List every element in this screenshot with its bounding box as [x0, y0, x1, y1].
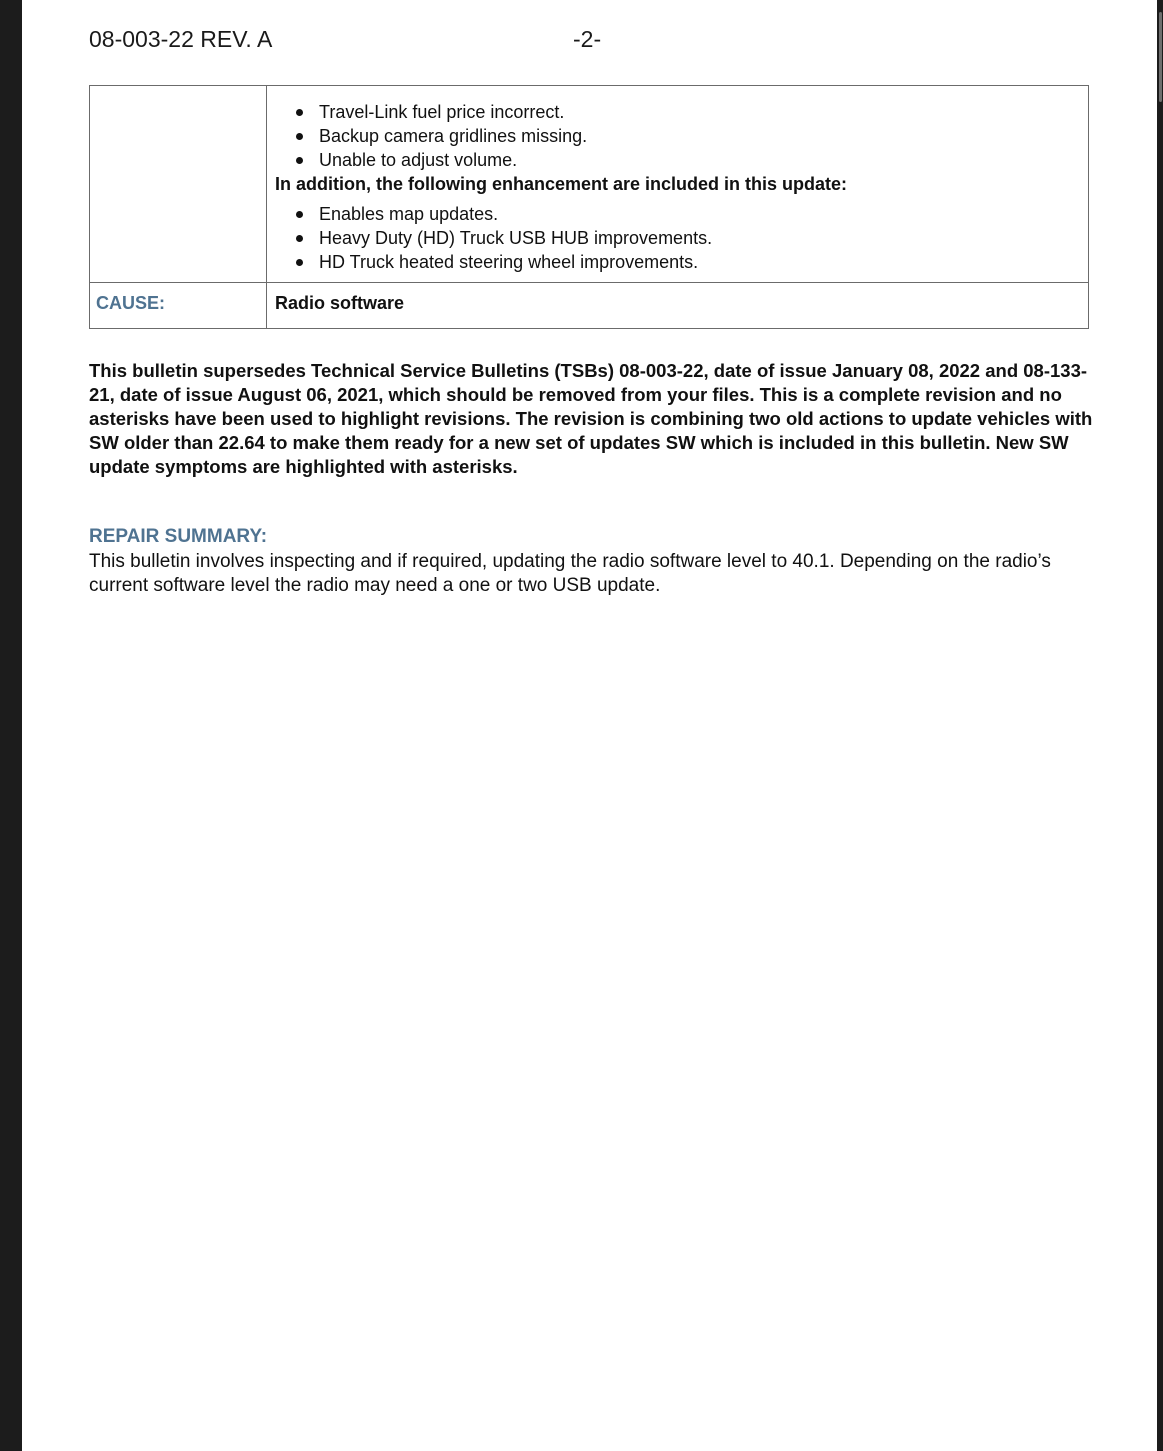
page-number: -2- [573, 26, 602, 52]
bullet-icon [296, 259, 303, 266]
bullet-icon [296, 157, 303, 164]
symptom-text: Unable to adjust volume. [319, 150, 518, 170]
symptom-text: Travel-Link fuel price incorrect. [319, 102, 565, 122]
viewer-left-border [0, 0, 22, 1451]
bulletin-table [89, 85, 1089, 329]
bullet-icon [296, 235, 303, 242]
list-item [289, 226, 1080, 250]
repair-summary-text: This bulletin involves inspecting and if required, updating the radio software level to 40.1. Depending on the radio’s current software level the radio may need a one or two USB update. [89, 551, 1051, 596]
scrollbar-thumb[interactable] [1159, 12, 1162, 102]
enhancement-text: Heavy Duty (HD) Truck USB HUB improvements. [319, 228, 713, 248]
bullet-icon [296, 109, 303, 116]
bullet-icon [296, 133, 303, 140]
enhancement-text: Enables map updates. [319, 204, 499, 224]
table-cell-details [267, 86, 1089, 283]
table-cell-empty-label [90, 86, 267, 283]
table-row-details [90, 86, 1089, 283]
cause-value: Radio software [267, 283, 1089, 329]
enhancement-text: HD Truck heated steering wheel improvements. [319, 252, 699, 272]
repair-summary-heading: REPAIR SUMMARY: [89, 526, 268, 547]
symptom-text: Backup camera gridlines missing. [319, 126, 588, 146]
enhancement-list [275, 202, 1080, 274]
enhancement-heading: In addition, the following enhancement are included in this update: [275, 174, 848, 194]
list-item [289, 202, 1080, 226]
document-page [22, 0, 1157, 1451]
list-item [289, 148, 1080, 172]
bullet-icon [296, 211, 303, 218]
document-number: 08-003-22 REV. A [89, 26, 273, 52]
cause-label: CAUSE: [90, 283, 267, 329]
list-item [289, 124, 1080, 148]
table-row-cause [90, 283, 1089, 329]
list-item [289, 250, 1080, 274]
supersede-notice: This bulletin supersedes Technical Service Bulletins (TSBs) 08-003-22, date of issue January 08, 2022 and 08-133-21, date of issue August 06, 2021, which should be removed from your files. This is a complete revision and no asterisks have been used to highlight revisions. The revision is combining two old actions to update vehicles with SW older than 22.64 to make them ready for a new set of updates SW which is included in this bulletin. New SW update symptoms are highlighted with asterisks. [89, 360, 1093, 477]
viewer-right-border [1157, 0, 1163, 1451]
symptom-list [275, 100, 1080, 172]
list-item [289, 100, 1080, 124]
